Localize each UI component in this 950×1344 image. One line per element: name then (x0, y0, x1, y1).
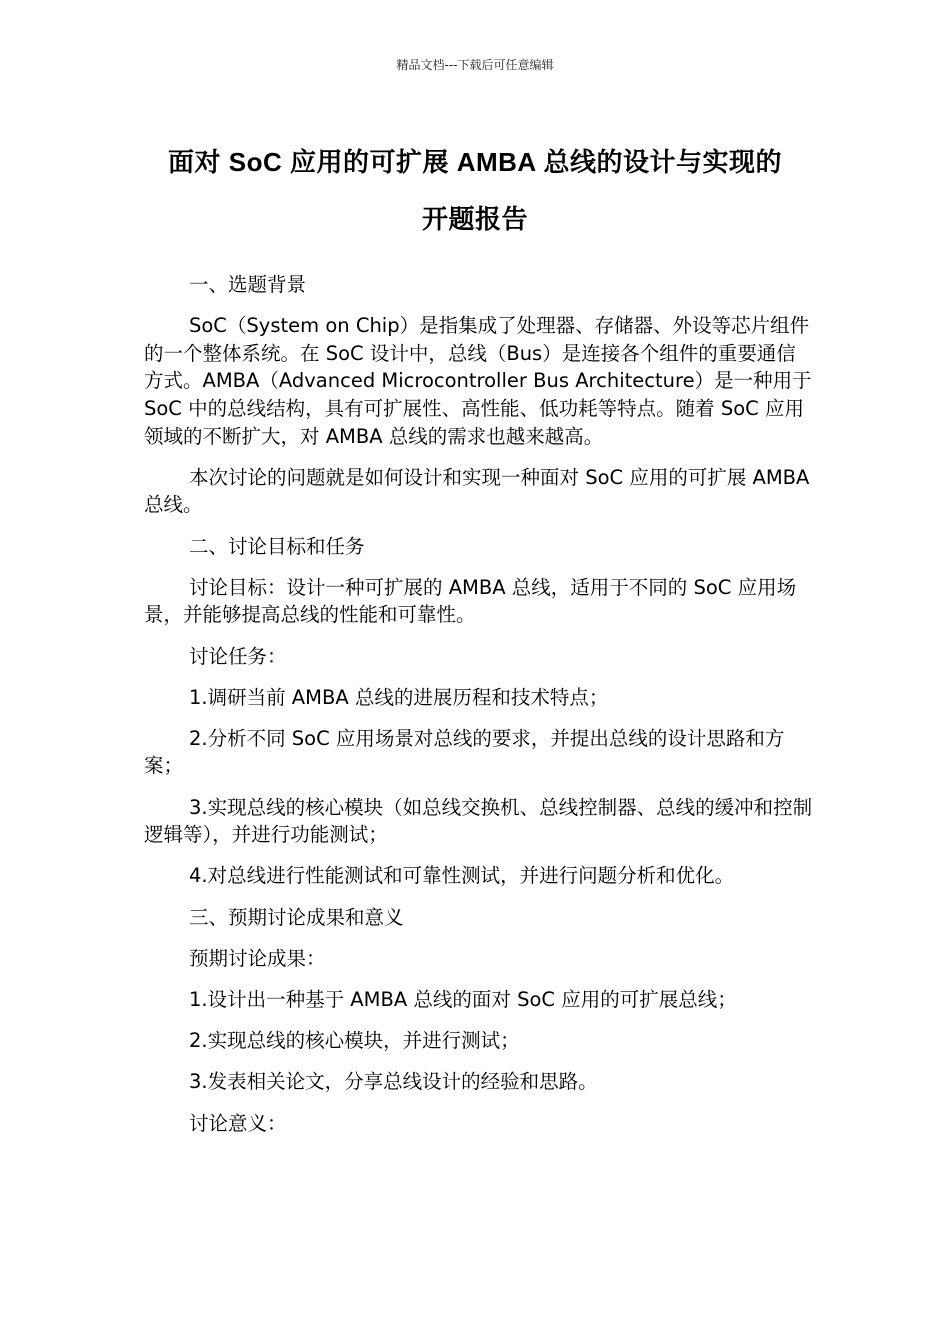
document-title-line-2: 开题报告 (421, 204, 528, 234)
list-item-task-1: 1.调研当前 AMBA 总线的进展历程和技术特点； (189, 685, 609, 709)
list-item-outcome-1: 1.设计出一种基于 AMBA 总线的面对 SoC 应用的可扩展总线； (189, 988, 737, 1011)
paragraph-outcomes-label: 预期讨论成果： (189, 946, 326, 970)
section-heading-goals: 二、讨论目标和任务 (189, 534, 365, 558)
paragraph-significance-label: 讨论意义： (189, 1111, 287, 1135)
list-item-task-3: 3.实现总线的核心模块（如总线交换机、总线控制器、总线的缓冲和控制逻辑等），并进行功能测试； (144, 795, 813, 847)
list-item-outcome-2: 2.实现总线的核心模块，并进行测试； (189, 1029, 520, 1053)
page-header-note: 精品文档---下载后可任意编辑 (396, 58, 554, 72)
section-heading-background: 一、选题背景 (189, 273, 307, 296)
section-heading-outcomes: 三、预期讨论成果和意义 (189, 905, 404, 929)
list-item-task-2: 2.分析不同 SoC 应用场景对总线的要求，并提出总线的设计思路和方案； (144, 726, 785, 778)
document-body (144, 271, 814, 1151)
paragraph-tasks-label: 讨论任务： (189, 644, 287, 668)
document-title (120, 134, 830, 248)
paragraph-problem-statement: 本次讨论的问题就是如何设计和实现一种面对 SoC 应用的可扩展 AMBA 总线。 (144, 465, 810, 517)
paragraph-research-goal: 讨论目标：设计一种可扩展的 AMBA 总线，适用于不同的 SoC 应用场景，并能够提高总线的性能和可靠性。 (144, 575, 797, 627)
paragraph-soc-background: SoC（System on Chip）是指集成了处理器、存储器、外设等芯片组件的一个整体系统。在 SoC 设计中，总线（Bus）是连接各个组件的重要通信方式。AMBA（Advanced Microcontroller Bus Architecture）是一种用于 SoC 中的总线结构，具有可扩展性、高性能、低功耗等特点。随着 SoC 应用领域的不断扩大，对 AMBA 总线的需求也越来越高。 (144, 314, 812, 448)
list-item-outcome-3: 3.发表相关论文，分享总线设计的经验和思路。 (189, 1070, 598, 1094)
list-item-task-4: 4.对总线进行性能测试和可靠性测试，并进行问题分析和优化。 (189, 864, 735, 888)
document-title-line-1: 面对 SoC 应用的可扩展 AMBA 总线的设计与实现的 (168, 147, 782, 177)
